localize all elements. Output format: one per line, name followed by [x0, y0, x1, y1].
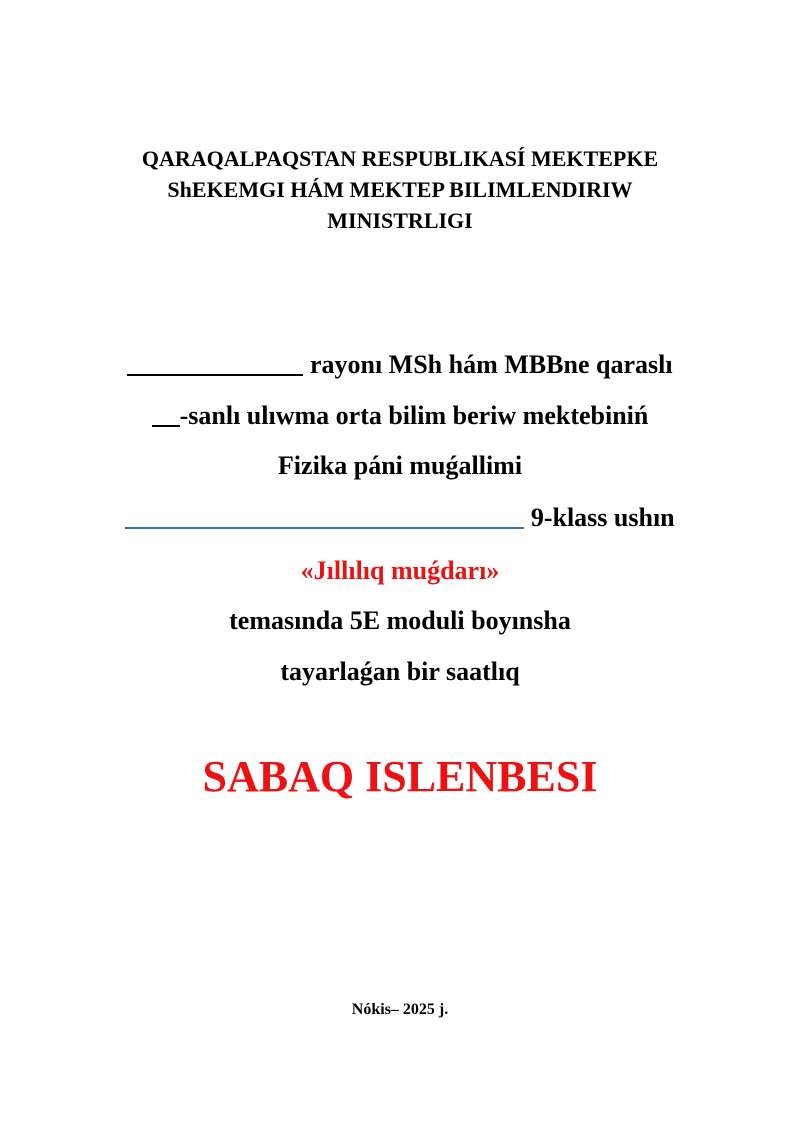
- prepared-line: tayarlaǵan bir saatlıq: [280, 657, 520, 686]
- module-line: temasında 5E moduli boyınsha: [229, 606, 571, 635]
- school-line: [0, 401, 800, 431]
- topic-title: «Jıllılıq muǵdarı»: [300, 556, 500, 585]
- ministry-line-1: QARAQALPAQSTAN RESPUBLIKASÍ MEKTEPKE: [141, 146, 659, 171]
- ministry-line-3: MINISTRLIGI: [327, 208, 473, 233]
- school-number-blank[interactable]: [152, 401, 180, 427]
- ministry-line-2: ShEKEMGI HÁM MEKTEP BILIMLENDIRIW: [167, 177, 633, 202]
- footer-place-year: Nókis– 2025 j.: [351, 1001, 449, 1018]
- district-line: [0, 350, 800, 380]
- ministry-header: [0, 143, 800, 236]
- school-text: -sanlı ulıwma orta bilim beriw mektebiniń: [179, 401, 649, 430]
- teacher-line: Fizika páni muǵallimi: [277, 451, 523, 480]
- district-text: rayonı MSh hám MBBne qaraslı: [309, 350, 673, 379]
- class-text: 9-klass ushın: [530, 503, 675, 532]
- teacher-name-blank[interactable]: [125, 503, 524, 529]
- document-title: SABAQ ISLENBESI: [202, 752, 598, 801]
- class-line: [0, 503, 800, 533]
- district-blank[interactable]: [127, 350, 303, 376]
